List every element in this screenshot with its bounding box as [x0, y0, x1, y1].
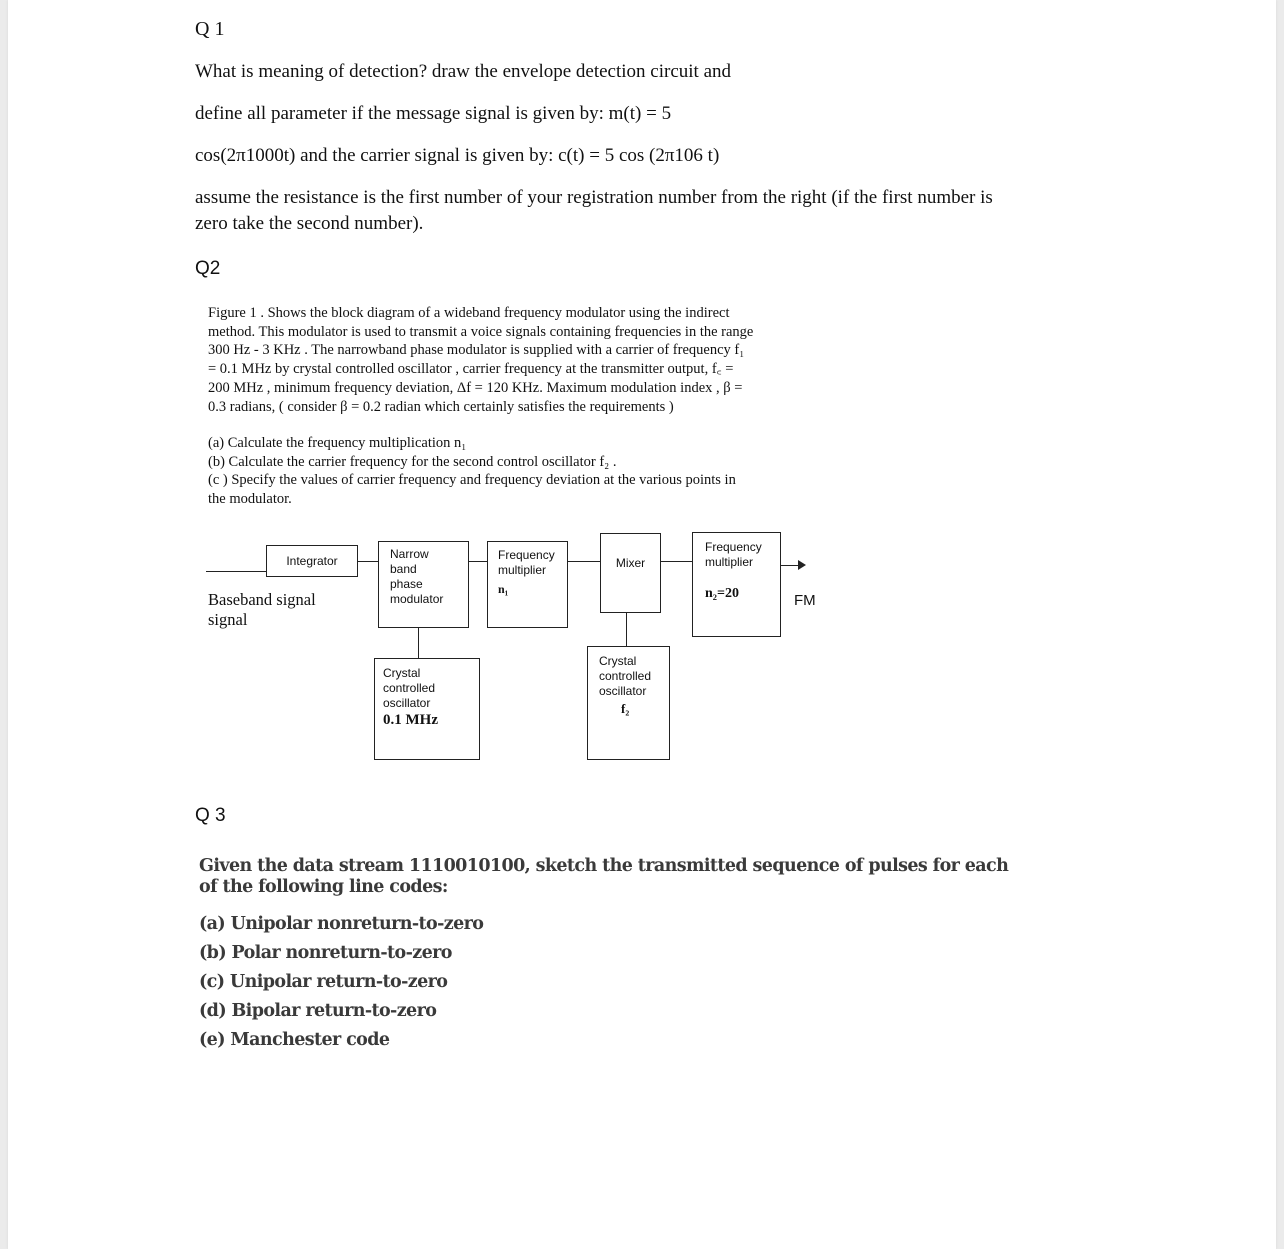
line-osc2-to-mixer: [626, 613, 627, 646]
crystal-oscillator-1-block: [374, 658, 480, 760]
osc2-label: oscillator: [599, 684, 647, 698]
q2-para-line: = 0.1 MHz by crystal controlled oscillator , carrier frequency at the transmitter output, f꜀ =: [208, 361, 734, 378]
document-page: [8, 0, 1276, 1249]
osc1-frequency: 0.1 MHz: [383, 712, 438, 728]
q2-para-line: 200 MHz , minimum frequency deviation, Δf = 120 KHz. Maximum modulation index , β =: [208, 379, 743, 396]
q3-item-d: (d) Bipolar return-to-zero: [199, 1001, 437, 1021]
q3-line-code-list: [199, 910, 483, 1055]
mult2-label: Frequency: [705, 540, 762, 554]
line-osc1-to-nbpm: [418, 628, 419, 658]
osc1-label: oscillator: [383, 696, 431, 710]
osc1-label: controlled: [383, 681, 436, 695]
crystal-oscillator-2-block: [587, 646, 670, 760]
q2-part-c: (c ) Specify the values of carrier frequency and frequency deviation at the various points in: [208, 472, 736, 489]
mixer-label: Mixer: [615, 556, 646, 570]
q2-para-line: 300 Hz - 3 KHz . The narrowband phase modulator is supplied with a carrier of frequency f₁: [208, 342, 745, 359]
q2-heading: Q2: [195, 258, 221, 279]
q1-line-5: zero take the second number).: [195, 213, 424, 234]
q2-part-a: (a) Calculate the frequency multiplication n₁: [208, 435, 467, 451]
input-line: [206, 571, 266, 572]
q2-para-line: 0.3 radians, ( consider β = 0.2 radian which certainly satisfies the requirements ): [208, 398, 674, 415]
nbpm-label: modulator: [390, 592, 444, 606]
q1-heading: Q 1: [195, 18, 225, 40]
mult1-n: n₁: [498, 582, 509, 596]
q1-line-2: define all parameter if the message signal is given by: m(t) = 5: [195, 103, 672, 124]
mult2-label: multiplier: [705, 555, 754, 569]
osc2-frequency: f₂: [621, 701, 630, 716]
q2-part-b: (b) Calculate the carrier frequency for the second control oscillator f₂ .: [208, 453, 617, 470]
q1-line-4: assume the resistance is the first number of your registration number from the right (if the first number is: [195, 187, 993, 208]
q3-item-e: (e) Manchester code: [199, 1030, 390, 1050]
baseband-label-line: Baseband signal: [208, 590, 316, 609]
q3-item-a: (a) Unipolar nonreturn-to-zero: [199, 914, 484, 934]
q3-intro-line: Given the data stream 1110010100, sketch the transmitted sequence of pulses for each: [199, 856, 1009, 876]
mult1-label: multiplier: [498, 563, 547, 577]
mult1-label: Frequency: [498, 548, 555, 562]
line-mult1-to-mixer: [568, 561, 600, 562]
line-mixer-to-mult2: [660, 561, 692, 562]
output-arrow-icon: [798, 560, 806, 570]
q3-intro-line: of the following line codes:: [199, 877, 448, 897]
frequency-multiplier-2-block: [692, 532, 781, 637]
integrator-block: [266, 545, 358, 577]
q3-item-b: (b) Polar nonreturn-to-zero: [199, 943, 452, 963]
q2-part-c-cont: the modulator.: [208, 491, 292, 508]
q2-para-line: method. This modulator is used to transmit a voice signals containing frequencies in the range: [208, 323, 754, 340]
osc1-label: Crystal: [383, 666, 421, 680]
block-diagram: [8, 0, 1276, 1249]
q2-para-line: Figure 1 . Shows the block diagram of a wideband frequency modulator using the indirect: [208, 305, 730, 321]
fm-output-label: FM: [794, 592, 816, 609]
line-nbpm-to-mult1: [468, 561, 487, 562]
q1-line-3: cos(2π1000t) and the carrier signal is given by: c(t) = 5 cos (2π106 t): [195, 145, 720, 166]
osc2-label: Crystal: [599, 654, 637, 668]
line-integrator-to-nbpm: [358, 561, 378, 562]
mixer-block: [600, 533, 661, 613]
baseband-label-line: signal: [208, 610, 248, 629]
q3-heading: Q 3: [195, 805, 226, 826]
mult2-n: n₂=20: [705, 586, 739, 601]
q1-line-1: What is meaning of detection? draw the envelope detection circuit and: [195, 61, 732, 82]
nbpm-label: phase: [390, 577, 423, 591]
narrowband-phase-modulator-block: [378, 541, 469, 628]
baseband-signal-label: [208, 590, 316, 630]
osc2-label: controlled: [599, 669, 652, 683]
integrator-label: Integrator: [286, 554, 338, 568]
nbpm-label: band: [390, 562, 417, 576]
nbpm-label: Narrow: [390, 547, 429, 561]
frequency-multiplier-1-block: [487, 541, 568, 628]
q3-intro: [199, 856, 1008, 898]
q3-item-c: (c) Unipolar return-to-zero: [199, 972, 448, 992]
